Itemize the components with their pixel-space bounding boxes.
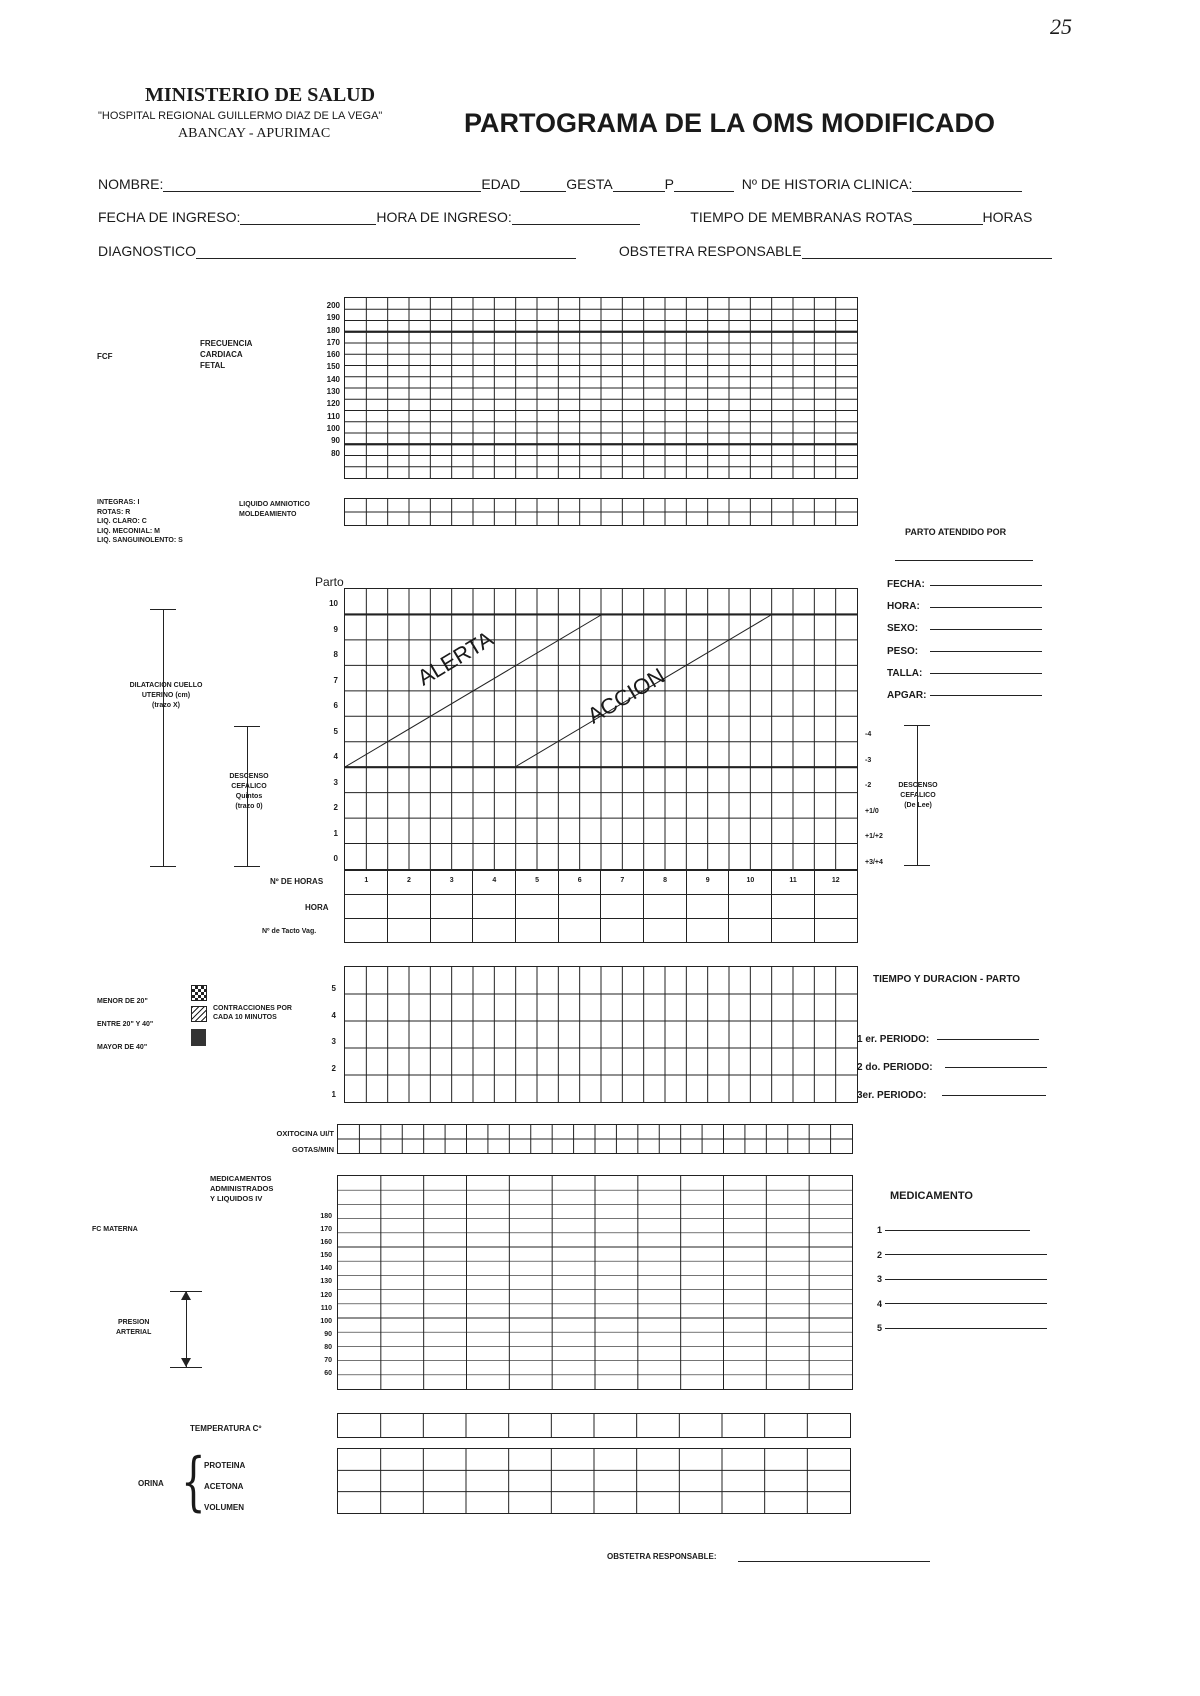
hospital-name: "HOSPITAL REGIONAL GUILLERMO DIAZ DE LA VEGA" bbox=[98, 110, 383, 122]
fecha-ingreso-field[interactable] bbox=[240, 210, 376, 225]
alerta-accion-lines bbox=[345, 589, 857, 869]
ministry-name: MINISTERIO DE SALUD bbox=[145, 84, 376, 106]
p-field[interactable] bbox=[674, 177, 734, 192]
accion-label: ACCION bbox=[583, 662, 670, 729]
contracciones-legend: MENOR DE 20" ENTRE 20" Y 40" MAYOR DE 40" bbox=[97, 998, 154, 1051]
diagnostico-label: DIAGNOSTICO bbox=[98, 243, 197, 259]
hora-row-label: HORA bbox=[305, 903, 329, 912]
hora-ingreso-label: HORA DE INGRESO: bbox=[376, 209, 512, 225]
tiempo-parto-title: TIEMPO Y DURACION - PARTO bbox=[873, 974, 1021, 985]
obstetra-field[interactable] bbox=[802, 244, 1052, 259]
medicamento-2-line[interactable] bbox=[885, 1254, 1047, 1255]
parto-atendido-title: PARTO ATENDIDO POR bbox=[905, 527, 1007, 537]
orina-items: PROTEINA ACETONA VOLUMEN bbox=[204, 1461, 246, 1512]
parto-label: Parto bbox=[315, 575, 344, 589]
contracciones-label: CONTRACCIONES POR CADA 10 MINUTOS bbox=[213, 1005, 292, 1021]
membranas-label: TIEMPO DE MEMBRANAS ROTAS bbox=[690, 209, 913, 225]
nombre-label: NOMBRE: bbox=[98, 176, 164, 192]
orina-label: ORINA bbox=[138, 1479, 164, 1488]
peso-line[interactable] bbox=[930, 651, 1042, 652]
edad-field[interactable] bbox=[520, 177, 566, 192]
medicamento-1-line[interactable] bbox=[885, 1230, 1030, 1231]
medicamento-5-line[interactable] bbox=[885, 1328, 1047, 1329]
nombre-field[interactable] bbox=[163, 177, 481, 192]
fcf-label: FRECUENCIA CARDIACA FETAL bbox=[200, 339, 253, 370]
oxitocina-labels: OXITOCINA UI/T GOTAS/MIN bbox=[276, 1129, 334, 1154]
p-label: P bbox=[664, 176, 675, 192]
legend-menor-swatch bbox=[191, 985, 207, 1001]
orina-grid[interactable] bbox=[337, 1448, 851, 1514]
gesta-label: GESTA bbox=[566, 176, 613, 192]
descenso-left-label: DESCENSO CEFALICO Quintos (trazo 0) bbox=[229, 773, 269, 810]
city-name: ABANCAY - APURIMAC bbox=[178, 126, 331, 141]
dilatacion-grid[interactable] bbox=[344, 588, 858, 870]
liquido-grid[interactable] bbox=[344, 498, 858, 526]
contracciones-scale: 5 4 3 2 1 bbox=[331, 984, 336, 1100]
fecha-ingreso-label: FECHA DE INGRESO: bbox=[98, 209, 241, 225]
orina-brace-icon: { bbox=[181, 1445, 206, 1519]
form-title: PARTOGRAMA DE LA OMS MODIFICADO bbox=[464, 108, 995, 138]
delee-scale: -4 -3 -2 +1/0 +1/+2 +3/+4 bbox=[865, 731, 883, 866]
gesta-field[interactable] bbox=[613, 177, 665, 192]
obstetra-label: OBSTETRA RESPONSABLE bbox=[618, 243, 802, 259]
medicamentos-scale: 180 170 160 150 140 130 120 110 100 90 80 70 60 bbox=[320, 1213, 332, 1378]
oxitocina-grid[interactable] bbox=[337, 1124, 853, 1154]
dilatacion-bracket-line bbox=[163, 609, 164, 866]
contracciones-grid[interactable] bbox=[344, 966, 858, 1103]
horas-values: 1 2 3 4 5 6 7 8 9 10 11 12 bbox=[364, 877, 840, 884]
dilatacion-scale: 10 9 8 7 6 5 4 3 2 1 0 bbox=[329, 599, 338, 863]
membranas-field[interactable] bbox=[913, 210, 983, 225]
alerta-label: ALERTA bbox=[413, 625, 498, 691]
talla-line[interactable] bbox=[930, 673, 1042, 674]
medicamentos-label: MEDICAMENTOS ADMINISTRADOS Y LIQUIDOS IV bbox=[210, 1174, 274, 1203]
liquido-label: LIQUIDO AMNIOTICO MOLDEAMIENTO bbox=[239, 501, 310, 518]
legend-entre-swatch bbox=[191, 1006, 207, 1022]
medicamento-4-line[interactable] bbox=[885, 1303, 1047, 1304]
medicamentos-grid[interactable] bbox=[337, 1175, 853, 1390]
presion-arrow-up-icon bbox=[181, 1291, 191, 1300]
footer-obstetra-label: OBSTETRA RESPONSABLE: bbox=[607, 1552, 717, 1561]
descenso-right-bottom bbox=[904, 865, 930, 866]
historia-label: Nº DE HISTORIA CLINICA: bbox=[741, 176, 913, 192]
n-horas-label: Nº DE HORAS bbox=[270, 877, 324, 886]
horas-label: HORAS bbox=[982, 209, 1033, 225]
dilatacion-label: DILATACION CUELLO UTERINO (cm) (trazo X) bbox=[129, 682, 203, 709]
descenso-left-bottom bbox=[234, 866, 260, 867]
dilatacion-bracket-bottom bbox=[150, 866, 176, 867]
hora-ingreso-field[interactable] bbox=[512, 210, 640, 225]
presion-arrow-down-icon bbox=[181, 1358, 191, 1367]
horas-grid[interactable] bbox=[344, 870, 858, 943]
apgar-line[interactable] bbox=[930, 695, 1042, 696]
liquido-legend: INTEGRAS: I ROTAS: R LIQ. CLARO: C LIQ. MECONIAL: M LIQ. SANGUINOLENTO: S bbox=[97, 499, 183, 544]
parto-atendido-fields: FECHA: HORA: SEXO: PESO: TALLA: APGAR: bbox=[887, 579, 927, 702]
periodo-2-line[interactable] bbox=[945, 1067, 1047, 1068]
fcf-abbr: FCF bbox=[97, 352, 113, 361]
footer-obstetra-line[interactable] bbox=[738, 1561, 930, 1562]
fcf-grid[interactable] bbox=[344, 297, 858, 479]
periodos-labels: 1 er. PERIODO: 2 do. PERIODO: 3er. PERIODO: bbox=[857, 1034, 933, 1101]
fc-materna-label: FC MATERNA bbox=[92, 1226, 138, 1233]
tacto-label: Nº de Tacto Vag. bbox=[262, 928, 317, 935]
edad-label: EDAD bbox=[481, 176, 521, 192]
sexo-line[interactable] bbox=[930, 629, 1042, 630]
presion-arrow-line bbox=[186, 1291, 187, 1367]
presion-label: PRESION ARTERIAL bbox=[116, 1319, 152, 1336]
descenso-right-label: DESCENSO CEFALICO (De Lee) bbox=[898, 782, 938, 809]
legend-mayor-swatch bbox=[191, 1029, 206, 1046]
fecha-line[interactable] bbox=[930, 585, 1042, 586]
periodo-3-line[interactable] bbox=[942, 1095, 1046, 1096]
hora-line[interactable] bbox=[930, 607, 1042, 608]
fcf-scale: 200 190 180 170 160 150 140 130 120 110 100 90 80 bbox=[326, 301, 340, 458]
temperatura-label: TEMPERATURA Cº bbox=[190, 1424, 262, 1433]
historia-field[interactable] bbox=[912, 177, 1022, 192]
presion-arrow-bottom bbox=[170, 1367, 202, 1368]
periodo-1-line[interactable] bbox=[937, 1039, 1039, 1040]
temperatura-grid[interactable] bbox=[337, 1413, 851, 1438]
parto-atendido-field[interactable] bbox=[895, 560, 1033, 561]
page-number: 25 bbox=[1050, 14, 1072, 39]
medicamento-side-items: 1 2 3 4 5 bbox=[877, 1225, 883, 1333]
diagnostico-field[interactable] bbox=[196, 244, 576, 259]
medicamento-side-title: MEDICAMENTO bbox=[890, 1190, 973, 1202]
medicamento-3-line[interactable] bbox=[885, 1279, 1047, 1280]
